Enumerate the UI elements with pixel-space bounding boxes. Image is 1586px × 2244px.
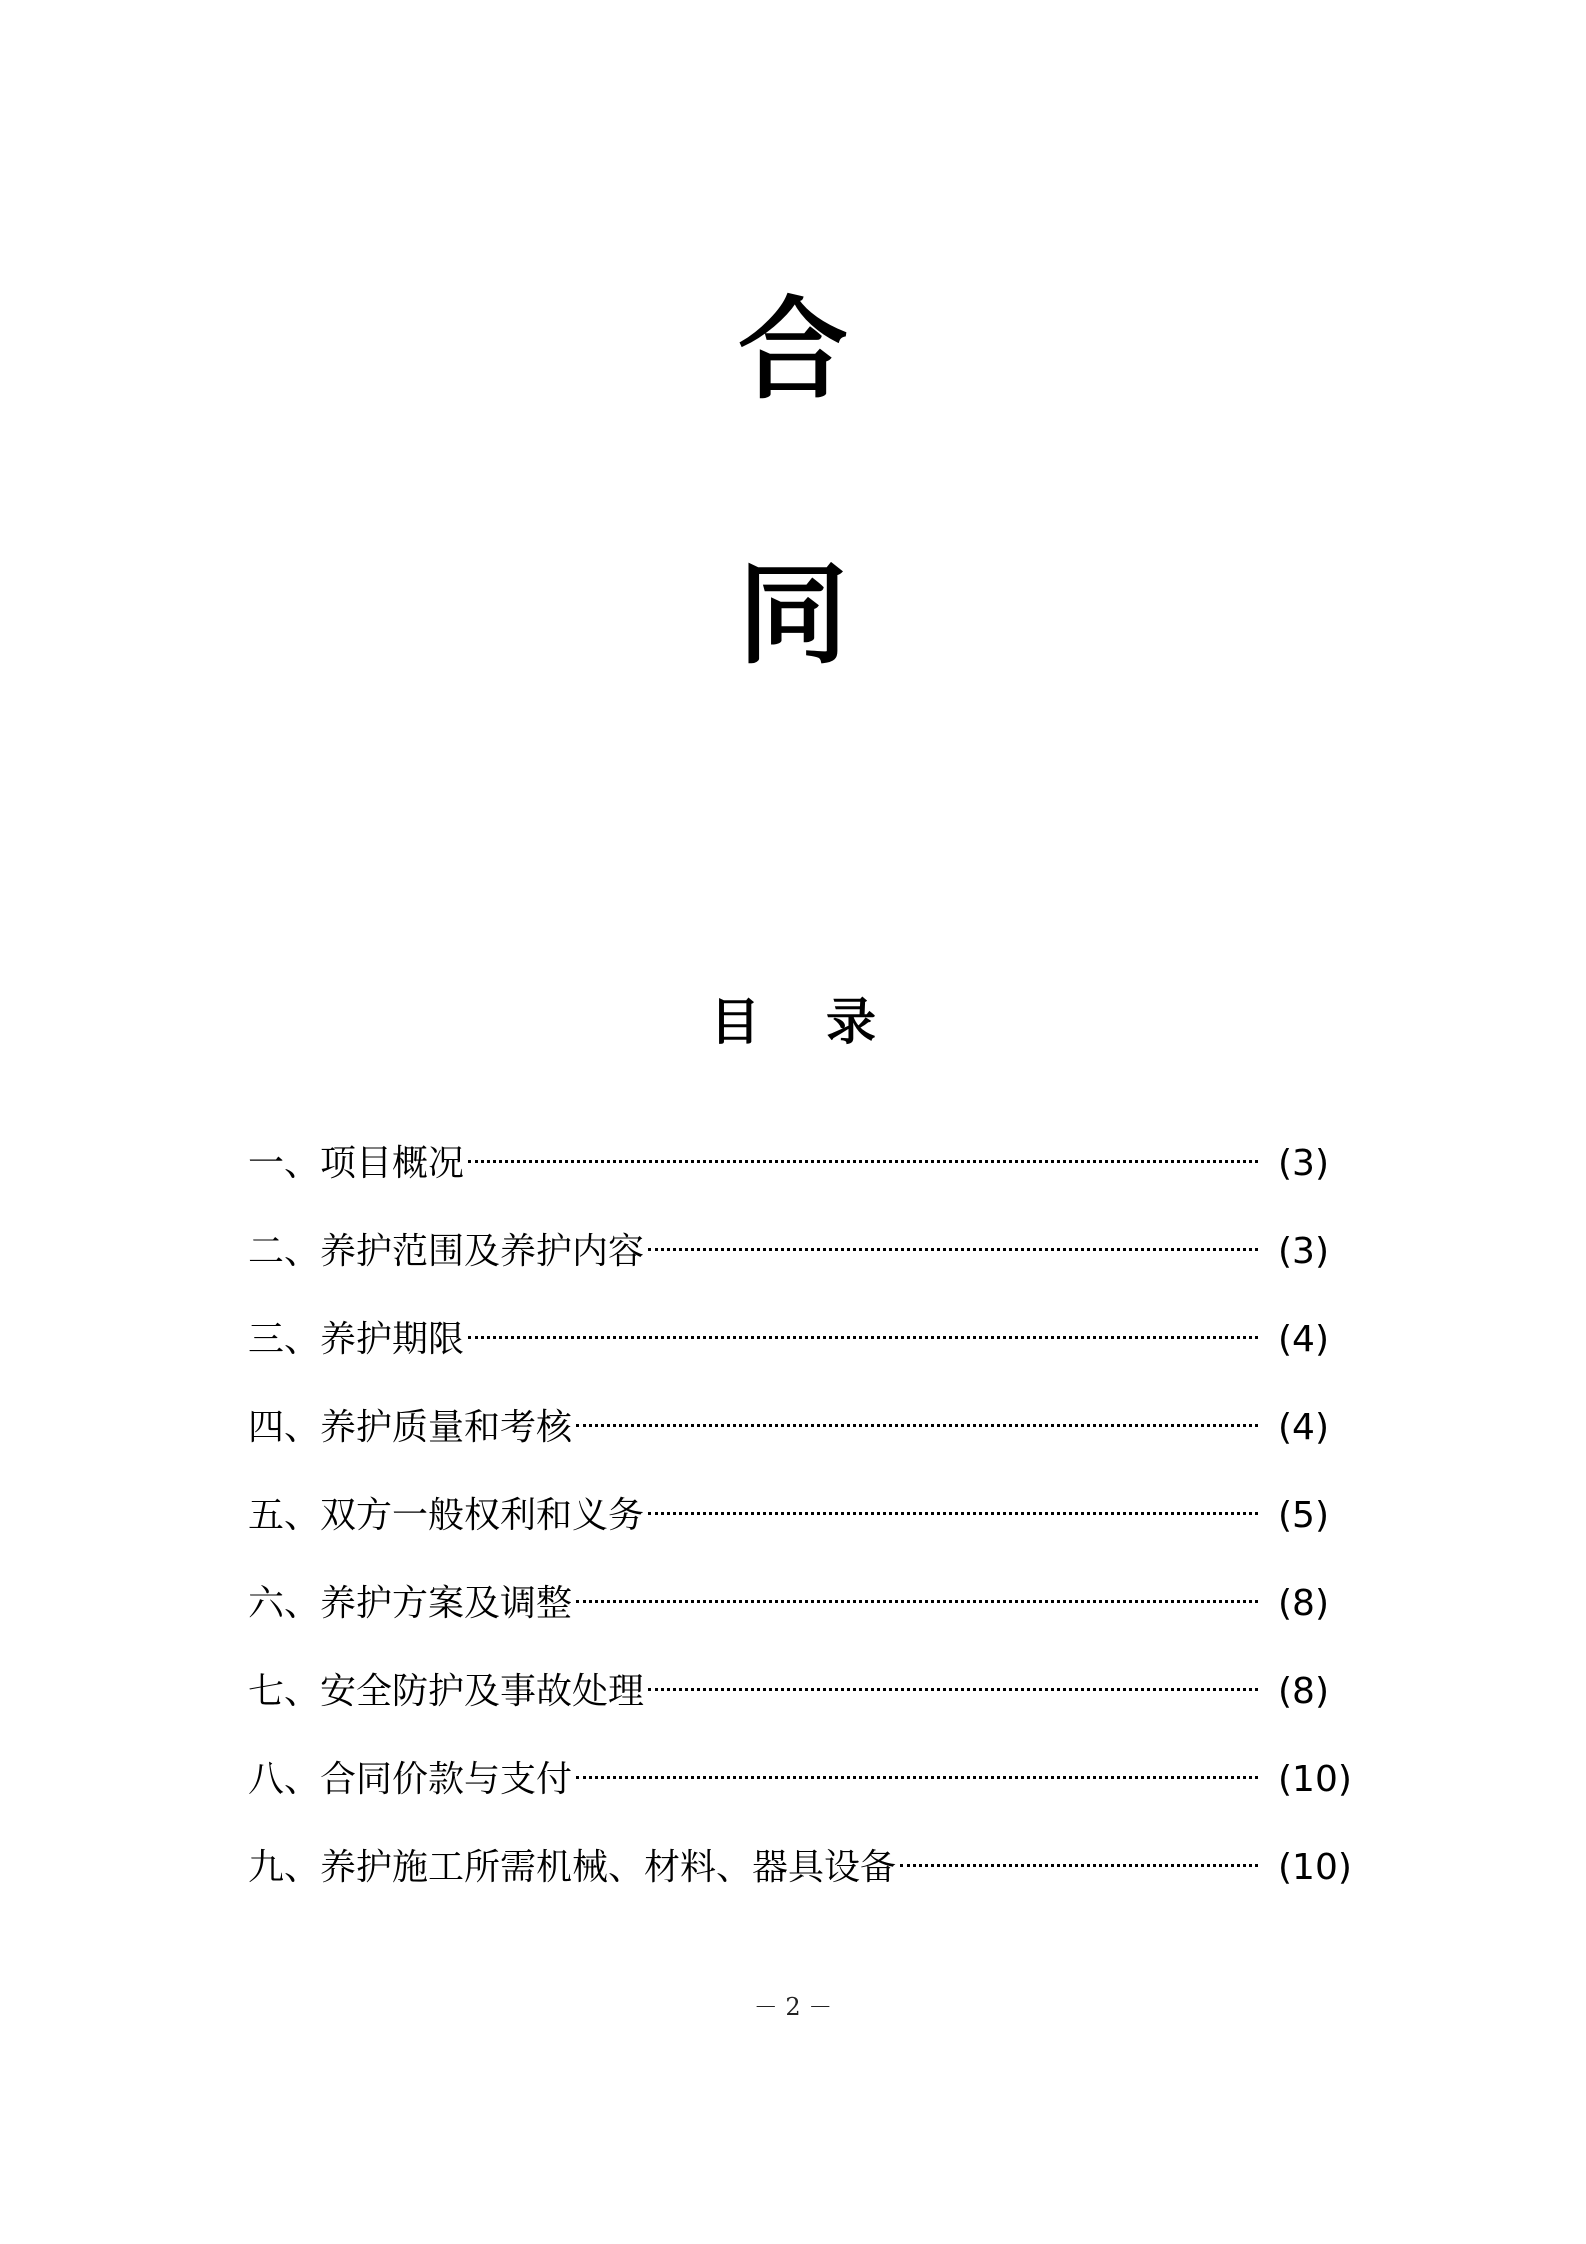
toc-item-page: (3) <box>1278 1231 1329 1272</box>
toc-dot-leader <box>576 1600 1258 1603</box>
document-title-char-2: 同 <box>738 551 848 679</box>
toc-dot-leader <box>648 1512 1258 1515</box>
toc-item-label: 一、项目概况 <box>248 1143 465 1184</box>
toc-item[interactable] <box>248 1756 1368 1844</box>
toc-item[interactable] <box>248 1668 1368 1756</box>
page-number: － 2 － <box>753 1993 833 2021</box>
toc-dot-leader <box>648 1688 1258 1691</box>
toc-item[interactable] <box>248 1492 1368 1580</box>
toc-item[interactable] <box>248 1140 1368 1228</box>
toc-heading <box>0 992 1586 1052</box>
toc-item-label: 六、养护方案及调整 <box>248 1583 573 1624</box>
toc-dot-leader <box>900 1864 1258 1867</box>
toc-item-page: (3) <box>1278 1143 1329 1184</box>
toc-item-page: (4) <box>1278 1319 1329 1360</box>
toc-item[interactable] <box>248 1228 1368 1316</box>
toc-dot-leader <box>648 1248 1258 1251</box>
toc-item-label: 七、安全防护及事故处理 <box>248 1671 645 1712</box>
toc-item-page: (8) <box>1278 1583 1329 1624</box>
toc-item-page: (10) <box>1278 1759 1352 1800</box>
toc-dot-leader <box>576 1776 1258 1779</box>
toc-item-label: 四、养护质量和考核 <box>248 1407 573 1448</box>
toc-heading-char-1: 目 <box>710 993 760 1051</box>
toc-item[interactable] <box>248 1404 1368 1492</box>
toc-item-label: 九、养护施工所需机械、材料、器具设备 <box>248 1847 897 1888</box>
toc-item[interactable] <box>248 1580 1368 1668</box>
table-of-contents <box>248 1140 1368 1932</box>
toc-heading-char-2: 录 <box>826 993 876 1051</box>
toc-item-page: (8) <box>1278 1671 1329 1712</box>
toc-dot-leader <box>468 1160 1258 1163</box>
toc-dot-leader <box>576 1424 1258 1427</box>
toc-item-label: 五、双方一般权利和义务 <box>248 1495 645 1536</box>
toc-item-label: 八、合同价款与支付 <box>248 1759 573 1800</box>
toc-item-label: 三、养护期限 <box>248 1319 465 1360</box>
toc-item[interactable] <box>248 1316 1368 1404</box>
toc-dot-leader <box>468 1336 1258 1339</box>
toc-item-label: 二、养护范围及养护内容 <box>248 1231 645 1272</box>
toc-item[interactable] <box>248 1844 1368 1932</box>
document-title-char-1: 合 <box>738 286 848 414</box>
toc-item-page: (4) <box>1278 1407 1329 1448</box>
toc-item-page: (5) <box>1278 1495 1329 1536</box>
toc-item-page: (10) <box>1278 1847 1352 1888</box>
